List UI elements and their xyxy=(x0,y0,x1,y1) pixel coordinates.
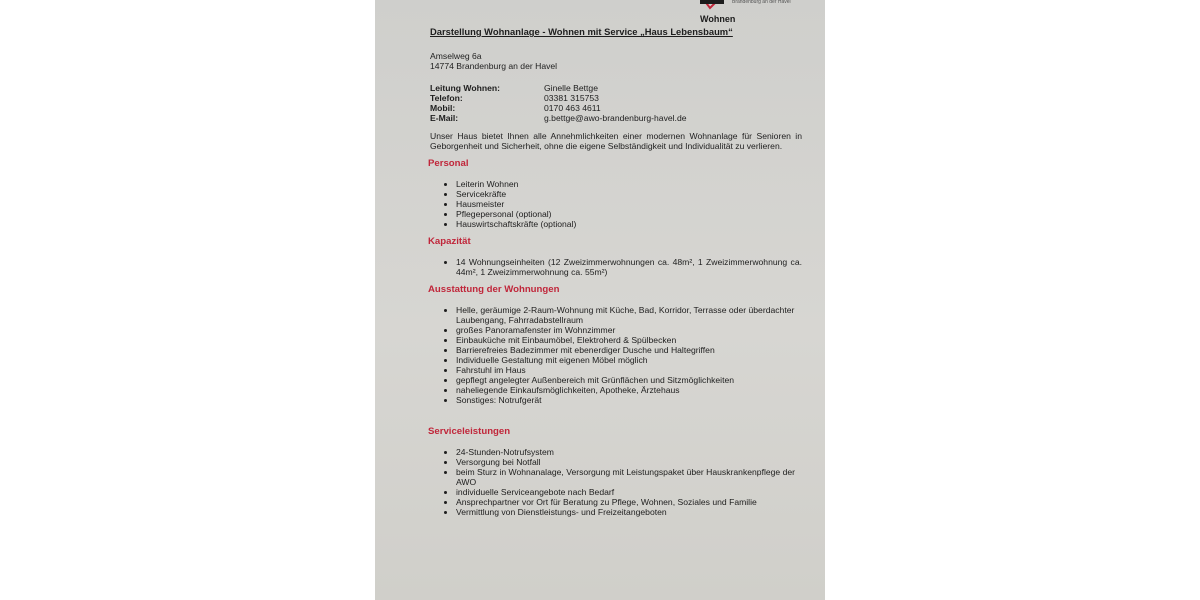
spacer xyxy=(430,405,802,419)
list-item: • Hauswirtschaftskräfte (optional) xyxy=(456,219,802,229)
list-item: • Helle, geräumige 2-Raum-Wohnung mit Küche, Bad, Korridor, Terrasse oder überdachter Laubengang, Fahrradabstellraum xyxy=(456,305,802,325)
list-item: • beim Sturz in Wohnanalage, Versorgung mit Leistungspaket über Hauskrankenpflege der AWO xyxy=(456,467,802,487)
list-item: • Sonstiges: Notrufgerät xyxy=(456,395,802,405)
section-heading: Personal xyxy=(428,158,469,169)
list-item: • Ansprechpartner vor Ort für Beratung zu Pflege, Wohnen, Soziales und Familie xyxy=(456,497,802,507)
list-item: • gepflegt angelegter Außenbereich mit Grünflächen und Sitzmöglichkeiten xyxy=(456,375,802,385)
section-service xyxy=(430,427,802,517)
section-heading: Serviceleistungen xyxy=(428,426,511,437)
list-item: • 24-Stunden-Notrufsystem xyxy=(456,447,802,457)
list-item: • Hausmeister xyxy=(456,199,802,209)
contact-label: Leitung Wohnen: xyxy=(430,83,501,93)
contact-value: Ginelle Bettge xyxy=(544,83,598,93)
list-item: • Einbauküche mit Einbaumöbel, Elektroherd & Spülbecken xyxy=(456,335,802,345)
document-body xyxy=(430,27,802,517)
list-item: • Pflegepersonal (optional) xyxy=(456,209,802,219)
list-item: • Versorgung bei Notfall xyxy=(456,457,802,467)
intro-paragraph: Unser Haus bietet Ihnen alle Annehmlichkeiten einer modernen Wohnanlage für Senioren in Geborgenheit und Sicherheit, ohne die eigene Selbständigkeit und Individualität zu verlieren. xyxy=(430,131,802,151)
list-item: • Vermittlung von Dienstleistungs- und Freizeitangeboten xyxy=(456,507,802,517)
address-street: Amselweg 6a xyxy=(430,51,482,61)
contact-value: 0170 463 4611 xyxy=(544,103,601,113)
contact-value: 03381 315753 xyxy=(544,93,599,103)
list-item: • Leiterin Wohnen xyxy=(456,179,802,189)
section-heading: Kapazität xyxy=(428,236,471,247)
address-city: 14774 Brandenburg an der Havel xyxy=(430,61,558,71)
logo-subtext: Brandenburg an der Havel xyxy=(732,0,791,5)
ausstattung-list xyxy=(430,305,802,405)
contact-label: E-Mail: xyxy=(430,113,459,123)
section-personal xyxy=(430,159,802,229)
section-heading: Ausstattung der Wohnungen xyxy=(428,284,560,295)
service-list xyxy=(430,447,802,517)
list-item: • Fahrstuhl im Haus xyxy=(456,365,802,375)
list-item: • Barrierefreies Badezimmer mit ebenerdiger Dusche und Haltegriffen xyxy=(456,345,802,355)
list-item: • großes Panoramafenster im Wohnzimmer xyxy=(456,325,802,335)
section-ausstattung xyxy=(430,285,802,405)
document-page xyxy=(375,0,825,600)
kapazitaet-list xyxy=(430,257,802,277)
list-item: • naheliegende Einkaufsmöglichkeiten, Apotheke, Ärztehaus xyxy=(456,385,802,395)
document-title: Darstellung Wohnanlage - Wohnen mit Service „Haus Lebensbaum“ xyxy=(430,26,733,37)
address-block xyxy=(430,51,802,71)
section-kapazitaet xyxy=(430,237,802,277)
list-item: • Individuelle Gestaltung mit eigenen Möbel möglich xyxy=(456,355,802,365)
list-item: • Servicekräfte xyxy=(456,189,802,199)
contact-label: Mobil: xyxy=(430,103,456,113)
contact-label: Telefon: xyxy=(430,93,463,103)
personal-list xyxy=(430,179,802,229)
contact-block xyxy=(430,83,802,123)
list-item: • individuelle Serviceangebote nach Bedarf xyxy=(456,487,802,497)
list-item: • 14 Wohnungseinheiten (12 Zweizimmerwohnungen ca. 48m², 1 Zweizimmerwohnung ca. 44m², 1 Zweizimmerwohnung ca. 55m²) xyxy=(456,257,802,277)
logo-word: Wohnen xyxy=(700,14,736,24)
contact-email: g.bettge@awo-brandenburg-havel.de xyxy=(544,113,687,123)
